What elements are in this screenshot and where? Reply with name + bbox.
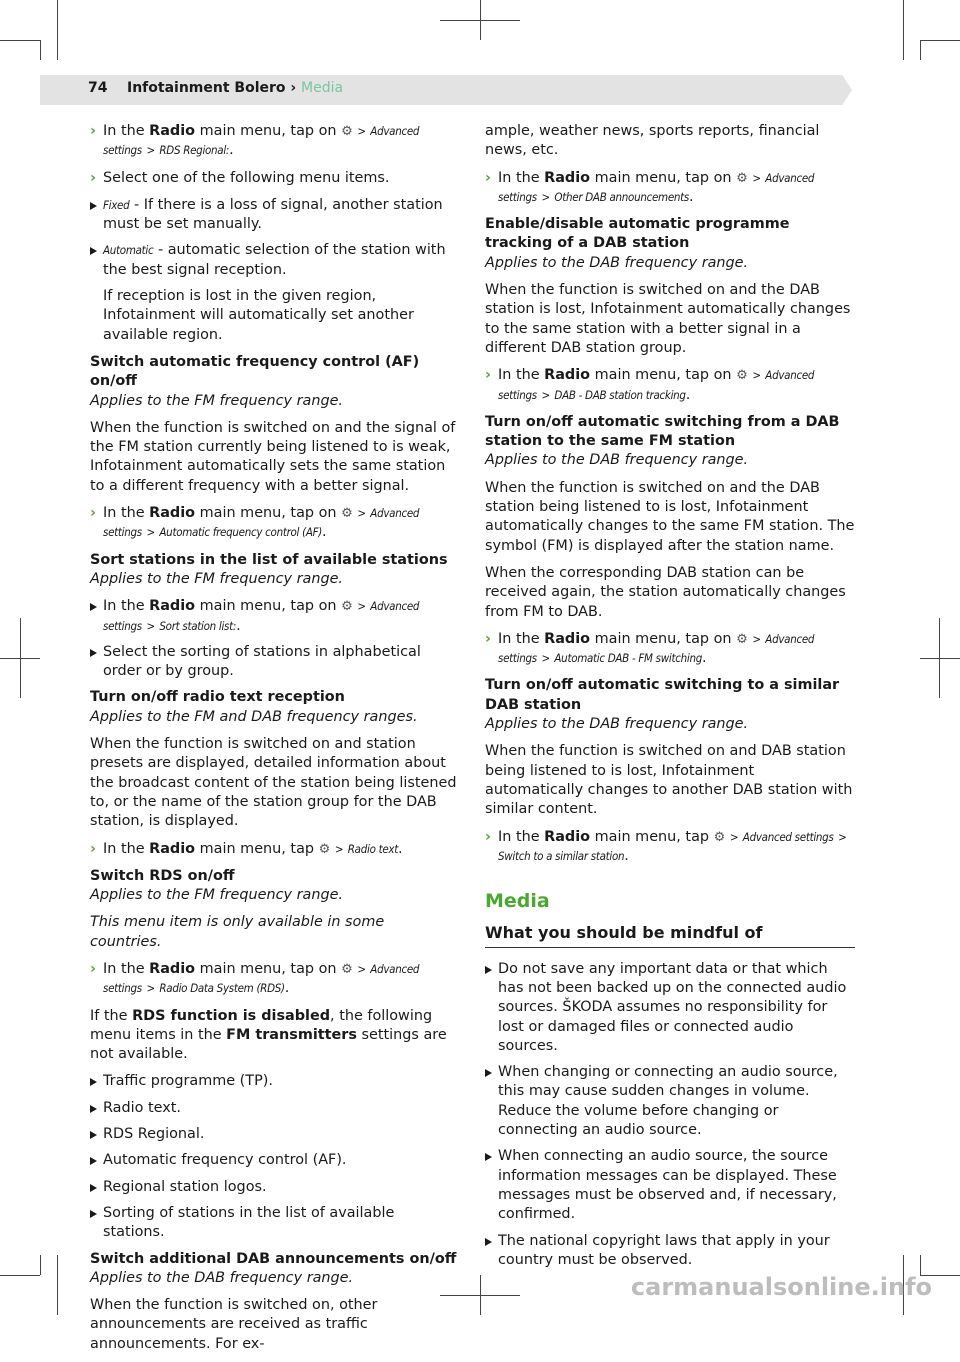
list-item: Fixed - If there is a loss of signal, another station must be set manually. (90, 196, 460, 235)
bullet-triangle-icon (485, 1069, 492, 1077)
applies-note: Applies to the FM frequency range. (90, 392, 344, 409)
list-item: Radio text. (90, 1099, 460, 1118)
paragraph: When the function is switched on, other announcements are received as traffic announcements. For ex- (90, 1297, 378, 1352)
step-chevron-icon: › (90, 123, 96, 139)
paragraph: ample, weather news, sports reports, financial news, etc. (485, 123, 820, 159)
bullet-triangle-icon (90, 247, 97, 255)
section-heading: Switch automatic frequency control (AF) on/off (90, 353, 420, 390)
crop-mark (480, 0, 481, 40)
gear-icon: ⚙ (341, 124, 353, 139)
crop-mark (920, 40, 960, 41)
section-heading: Turn on/off radio text reception (90, 689, 345, 706)
crop-mark (57, 1255, 58, 1315)
applies-note: Applies to the DAB frequency range. (485, 254, 749, 271)
gear-icon: ⚙ (341, 961, 353, 977)
section-heading: Sort stations in the list of available stations (90, 551, 448, 568)
list-item: RDS Regional. (90, 1125, 460, 1144)
step-similar-station: › In the Radio main menu, tap ⚙ > Advanced settings > Switch to a similar station. (485, 828, 847, 864)
bullet-triangle-icon (485, 1238, 492, 1246)
list-item: When connecting an audio source, the source information messages can be displayed. These messages must be observed and, if necessary, confirmed. (485, 1147, 855, 1224)
media-section-title: Media (485, 890, 550, 913)
crop-mark (40, 40, 41, 60)
crop-mark (40, 1255, 41, 1275)
applies-note: Applies to the DAB frequency range. (485, 452, 749, 469)
list-item: Traffic programme (TP). (90, 1072, 460, 1091)
crop-mark (920, 1255, 921, 1275)
gear-icon: ⚙ (318, 841, 331, 857)
bullet-triangle-icon (90, 1210, 97, 1218)
step-chevron-icon: › (90, 169, 96, 186)
list-item: Select the sorting of stations in alphabetical order or by group. (90, 643, 460, 682)
step-dab-tracking: › In the Radio main menu, tap on ⚙ > Advanced settings > DAB - DAB station tracking. (485, 367, 815, 403)
gear-icon: ⚙ (736, 368, 748, 384)
gear-icon: ⚙ (713, 829, 726, 845)
list-item: In the Radio main menu, tap on ⚙ > Advanced settings > Sort station list:. (90, 597, 460, 636)
bullet-triangle-icon (90, 603, 97, 611)
applies-note: Applies to the FM frequency range. (90, 887, 344, 904)
menu-path: RDS Regional: (159, 143, 230, 158)
applies-note: Applies to the DAB frequency range. (90, 1269, 354, 1286)
paragraph: If the RDS function is disabled, the following menu items in the FM transmitters settings are not available. (90, 1007, 447, 1063)
applies-note: Applies to the FM and DAB frequency ranges. (90, 708, 418, 725)
list-item: The national copyright laws that apply in your country must be observed. (485, 1232, 855, 1271)
step-chevron-icon: › (485, 367, 491, 384)
gear-icon: ⚙ (736, 631, 748, 647)
watermark: carmanualsonline.info (630, 1273, 932, 1301)
crop-mark (20, 618, 21, 698)
step-dab-fm: › In the Radio main menu, tap on ⚙ > Advanced settings > Automatic DAB - FM switching. (485, 630, 815, 667)
crop-mark (920, 658, 960, 659)
step-chevron-icon: › (90, 960, 96, 977)
section-heading: Turn on/off automatic switching from a DAB station to the same FM station (485, 413, 840, 450)
paragraph: When the function is switched on and the DAB station is lost, Infotainment automatically changes to the same station with a better signal in a different DAB station group. (485, 282, 851, 356)
crop-mark (0, 1275, 40, 1276)
paragraph: When the function is switched on and DAB station being listened to is lost, Infotainment automatically changes to another DAB station with similar content. (485, 743, 853, 818)
breadcrumb (127, 80, 343, 96)
list-item: Automatic - automatic selection of the station with the best signal reception. (90, 241, 460, 280)
step-rds-regional: › In the Radio main menu, tap on ⚙ > Advanced settings > RDS Regional:. (90, 123, 420, 159)
step-rds: › In the Radio main menu, tap on ⚙ > Advanced settings > Radio Data System (RDS). (90, 960, 420, 997)
step-chevron-icon: › (485, 169, 491, 186)
crop-mark (480, 1275, 481, 1315)
paragraph: When the function is switched on and the signal of the FM station currently being listened to is weak, Infotainment automatically sets the same station to a different frequency with a better signal. (90, 419, 456, 494)
bullet-triangle-icon (485, 1153, 492, 1161)
crop-mark (0, 40, 40, 41)
section-heading: Enable/disable automatic programme tracking of a DAB station (485, 216, 790, 252)
list-item: When changing or connecting an audio source, this may cause sudden changes in volume. Reduce the volume before changing or connecting an audio source. (485, 1063, 855, 1140)
applies-note: Applies to the DAB frequency range. (485, 716, 749, 733)
step-chevron-icon: › (485, 630, 491, 647)
paragraph: When the function is switched on and station presets are displayed, detailed information about the broadcast content of the station being listened to, or the name of the station group for the DAB station, is displayed. (90, 736, 457, 830)
step-radio-text: › In the Radio main menu, tap ⚙ > Radio text. (90, 840, 460, 859)
gear-icon: ⚙ (341, 506, 353, 522)
bullet-triangle-icon (90, 1131, 97, 1139)
gear-icon: ⚙ (341, 599, 353, 615)
section-heading: Switch additional DAB announcements on/off (90, 1250, 457, 1267)
step-chevron-icon: › (90, 840, 96, 857)
bullet-triangle-icon (90, 1105, 97, 1113)
crop-mark (57, 0, 58, 60)
bullet-triangle-icon (90, 1184, 97, 1192)
step-chevron-icon: › (485, 828, 491, 845)
crop-mark (939, 618, 940, 698)
step-select: › Select one of the following menu items. (90, 169, 460, 188)
paragraph: When the corresponding DAB station can be received again, the station automatically changes from FM to DAB. (485, 564, 846, 620)
crop-mark (903, 0, 904, 60)
list-item: Automatic frequency control (AF). (90, 1151, 460, 1170)
breadcrumb-separator: › (290, 80, 297, 96)
applies-note: Applies to the FM frequency range. (90, 570, 344, 587)
bullet-triangle-icon (485, 966, 492, 974)
page-number: 74 (88, 80, 108, 96)
left-column (90, 122, 460, 1362)
bullet-triangle-icon (90, 649, 97, 657)
gear-icon: ⚙ (736, 170, 748, 186)
right-column (485, 122, 855, 1277)
country-note: This menu item is only available in some countries. (90, 914, 385, 950)
list-item: Regional station logos. (90, 1178, 460, 1197)
menu-path: Advanced settings (103, 124, 420, 158)
crop-mark (920, 40, 921, 60)
list-item: Do not save any important data or that which has not been backed up on the connected audio sources. ŠKODA assumes no responsibility for lost or damaged files or connected audio sources. (485, 960, 855, 1056)
breadcrumb-parent[interactable]: Infotainment Bolero (127, 80, 286, 96)
step-dab-announcements: › In the Radio main menu, tap on ⚙ > Advanced settings > Other DAB announcements. (485, 169, 815, 205)
step-af: › In the Radio main menu, tap on ⚙ > Advanced settings > Automatic frequency control (AF). (90, 505, 420, 541)
paragraph: When the function is switched on and the DAB station being listened to is lost, Infotainment automatically changes to the same FM station. The symbol (FM) is displayed after the station name. (485, 479, 855, 554)
section-heading: Turn on/off automatic switching to a similar DAB station (485, 677, 840, 713)
section-heading: Switch RDS on/off (90, 867, 235, 884)
list-item: Sorting of stations in the list of available stations. (90, 1204, 460, 1243)
bullet-triangle-icon (90, 1157, 97, 1165)
breadcrumb-current: Media (301, 80, 344, 96)
bullet-triangle-icon (90, 1078, 97, 1086)
bullet-triangle-icon (90, 202, 97, 210)
mindful-subtitle: What you should be mindful of (485, 923, 855, 947)
list-item-continuation: If reception is lost in the given region, Infotainment will automatically set another available region. (103, 288, 414, 343)
step-chevron-icon: › (90, 505, 96, 522)
